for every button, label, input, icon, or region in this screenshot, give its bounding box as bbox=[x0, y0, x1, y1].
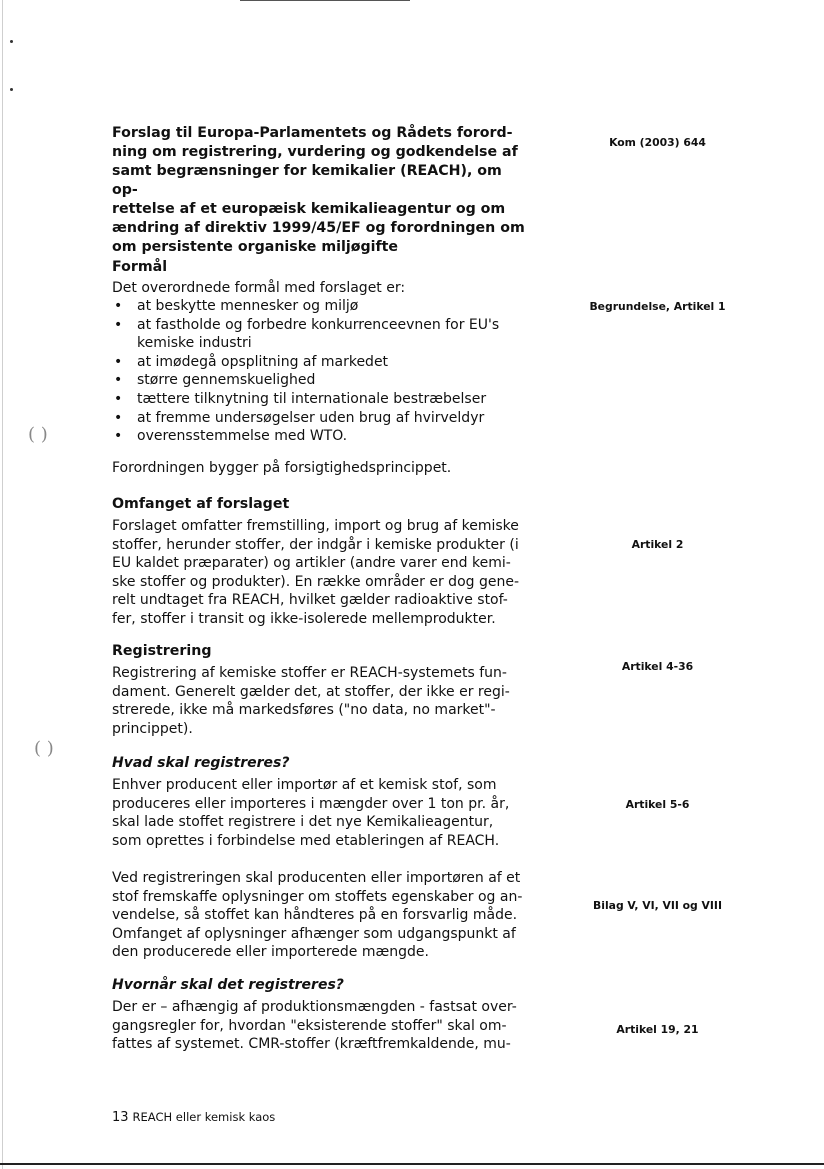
hvad-body-1: Enhver producent eller importør af et kemisk stof, som produceres eller importeres i mængder over 1 ton pr. år, skal lade stoffet registrere i det nye Kemikalieagentur, som oprettes i forbindelse med etableringen af REACH. bbox=[112, 777, 510, 849]
scan-edge-top bbox=[240, 0, 410, 1]
scan-speck bbox=[10, 40, 13, 43]
sidebar-ref-hvornaar: Artikel 19, 21 bbox=[616, 1023, 699, 1036]
hvad-body-2: Ved registreringen skal producenten eller importøren af et stof fremskaffe oplysninger om stoffets egenskaber og an- vendelse, så stoffet kan håndteres på en forsvarlig måde. Omfanget af oplysninger afhænger som udgangspunkt af den producerede eller importerede mængde. bbox=[112, 870, 523, 961]
scan-speck bbox=[10, 88, 13, 91]
page-number: 13 bbox=[112, 1110, 129, 1125]
section-heading-formaal: Formål bbox=[112, 259, 168, 275]
section-heading-omfang: Omfanget af forslaget bbox=[112, 496, 290, 512]
scan-edge-bottom bbox=[0, 1163, 824, 1165]
formaal-intro: Det overordnede formål med forslaget er: bbox=[112, 280, 406, 296]
list-item: • at imødegå opsplitning af markedet bbox=[112, 353, 527, 372]
scan-edge-left bbox=[2, 0, 3, 1169]
omfang-body: Forslaget omfatter fremstilling, import og brug af kemiske stoffer, herunder stoffer, der indgår i kemiske produkter (i EU kaldet præparater) og artikler (andre varer end kemi- ske stoffer og produkter). En række områder er dog gene- relt undtaget fra REACH, hvilket gælder radioaktive stof- fer, stoffer i transit og ikke-isolerede mellemprodukter. bbox=[112, 518, 520, 627]
section-heading-registrering: Registrering bbox=[112, 643, 212, 659]
sidebar-ref-registrering: Artikel 4-36 bbox=[621, 660, 694, 673]
sidebar-ref-formaal: Begrundelse, Artikel 1 bbox=[589, 300, 726, 313]
hvornaar-body: Der er – afhængig af produktionsmængden - fastsat over- gangsregler for, hvordan "eksisterende stoffer" skal om- fattes af systemet. CMR-stoffer (kræftfremkaldende, mu- bbox=[112, 999, 517, 1053]
list-item: • overensstemmelse med WTO. bbox=[112, 427, 527, 446]
subheading-hvad: Hvad skal registreres? bbox=[112, 755, 290, 771]
sidebar-ref-hvad: Artikel 5-6 bbox=[625, 798, 690, 811]
punch-hole-mark: ( ) bbox=[28, 424, 48, 445]
sidebar-ref-omfang: Artikel 2 bbox=[631, 538, 684, 551]
list-item: • tættere tilknytning til internationale bestræbelser bbox=[112, 390, 527, 409]
sidebar-ref-bilag: Bilag V, VI, VII og VIII bbox=[593, 899, 722, 912]
formaal-bullet-list bbox=[112, 297, 527, 446]
list-item: • at fremme undersøgelser uden brug af hvirveldyr bbox=[112, 409, 527, 428]
document-title: Forslag til Europa-Parlamentets og Rådets forord- ning om registrering, vurdering og godkendelse af samt begrænsninger for kemikalier (REACH), om op- rettelse af et europæisk kemikalieagentur og om ændring af direktiv 1999/45/EF og forordningen om om persistente organiske miljøgifte bbox=[112, 125, 525, 255]
punch-hole-mark: ( ) bbox=[34, 738, 54, 759]
publication-title: REACH eller kemisk kaos bbox=[132, 1110, 276, 1124]
list-item: • at fastholde og forbedre konkurrenceevnen for EU's kemiske industri bbox=[112, 316, 527, 353]
formaal-closing: Forordningen bygger på forsigtighedsprincippet. bbox=[112, 460, 452, 476]
sidebar-ref-kom: Kom (2003) 644 bbox=[609, 136, 706, 149]
list-item: • større gennemskuelighed bbox=[112, 371, 527, 390]
page-footer bbox=[112, 1110, 275, 1125]
subheading-hvornaar: Hvornår skal det registreres? bbox=[112, 977, 344, 993]
list-item: • at beskytte mennesker og miljø bbox=[112, 297, 527, 316]
registrering-body: Registrering af kemiske stoffer er REACH-systemets fun- dament. Generelt gælder det, at stoffer, der ikke er regi- strerede, ikke må markedsføres ("no data, no market"- princippet). bbox=[112, 665, 510, 737]
